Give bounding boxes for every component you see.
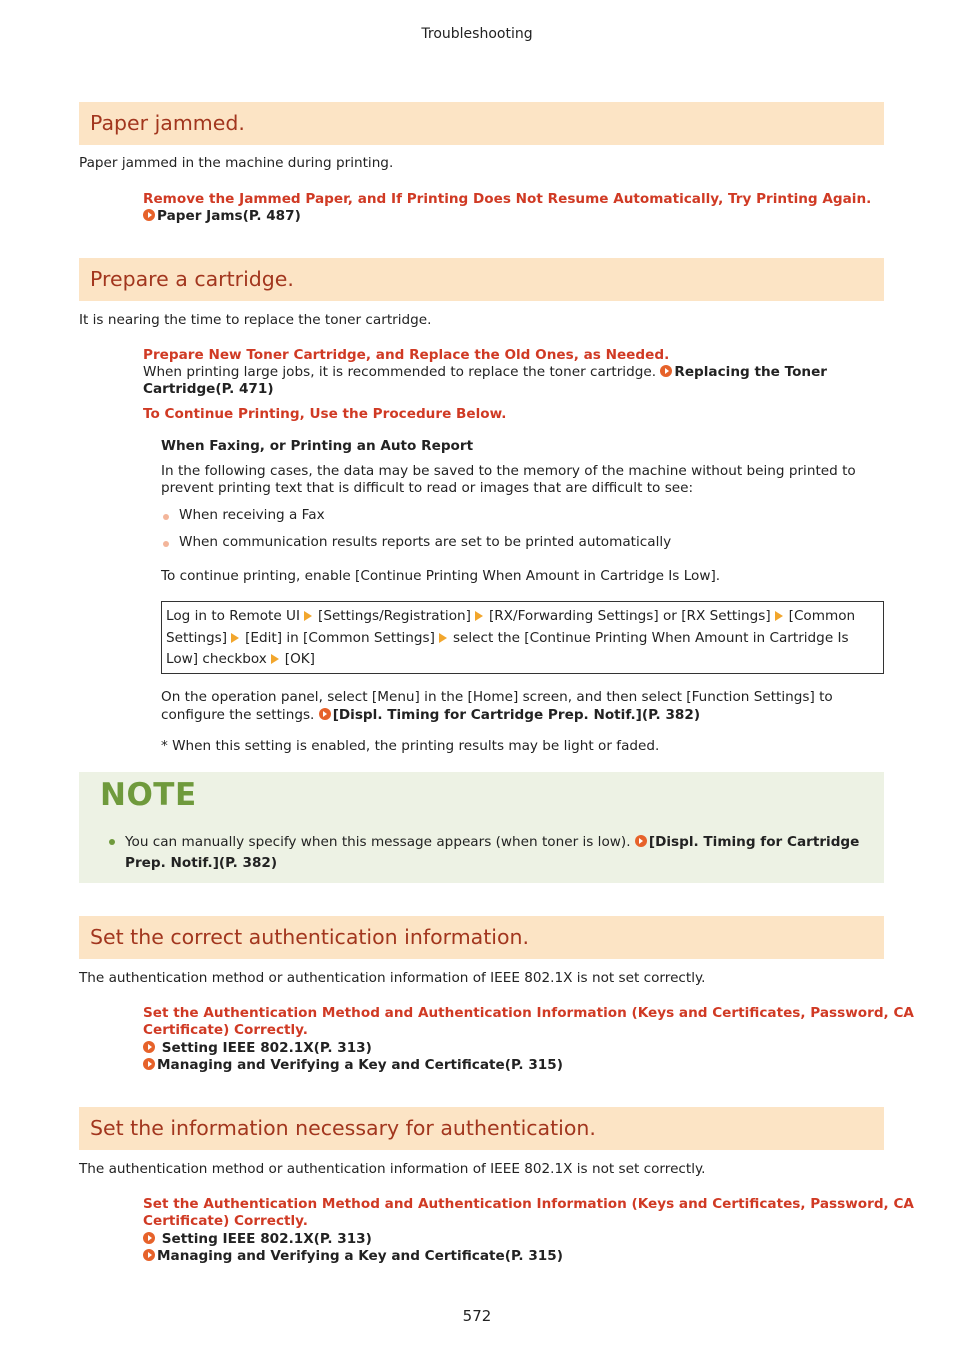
link-arrow-icon [143, 1058, 155, 1070]
section-heading-prepare-cartridge [79, 258, 884, 301]
step-arrow-icon [775, 611, 783, 621]
faxing-subheading: When Faxing, or Printing an Auto Report [161, 438, 474, 454]
step-arrow-icon [304, 611, 312, 621]
step-text: Settings] [166, 629, 228, 646]
panel-text-line-1: On the operation panel, select [Menu] in the [Home] screen, and then select [Function Settings] to [161, 689, 833, 705]
note-body: You can manually specify when this message appears (when toner is low). [125, 834, 631, 850]
faxing-text-line-1: In the following cases, the data may be saved to the memory of the machine without being printed to [161, 463, 856, 479]
cartridge-action-1-text [143, 364, 833, 399]
page-header: Troubleshooting [421, 26, 533, 42]
step-text: select the [Continue Printing When Amount in Cartridge Is [452, 629, 849, 646]
link-arrow-icon [143, 209, 155, 221]
paper-jams-link[interactable] [143, 208, 301, 225]
bullet-item: When communication results reports are set to be printed automatically [179, 534, 672, 550]
replacing-toner-link-page[interactable]: Cartridge(P. 471) [143, 381, 274, 398]
auth1-ieee-link[interactable] [143, 1040, 372, 1057]
step-text: [Settings/Registration] [318, 608, 471, 624]
link-arrow-icon [319, 708, 331, 720]
auth2-ieee-link[interactable] [143, 1231, 372, 1248]
bullet-icon [163, 541, 169, 547]
remote-ui-steps-box [161, 601, 884, 674]
link-text[interactable]: [Displ. Timing for Cartridge Prep. Notif.](P. 382) [332, 707, 701, 723]
replacing-toner-link[interactable] [660, 364, 827, 380]
auth1-key-cert-link[interactable] [143, 1057, 563, 1074]
heading-text: Set the information necessary for authentication. [90, 1116, 596, 1140]
paper-action: Remove the Jammed Paper, and If Printing Does Not Resume Automatically, Try Printing Again. [143, 191, 872, 207]
note-displ-timing-link[interactable] [635, 834, 860, 850]
step-arrow-icon [231, 633, 239, 643]
link-text[interactable]: Managing and Verifying a Key and Certificate(P. 315) [157, 1248, 563, 1264]
link-arrow-icon [143, 1041, 155, 1053]
bullet-item: When receiving a Fax [179, 507, 325, 523]
auth1-action-line-1: Set the Authentication Method and Authentication Information (Keys and Certificates, Password, CA [143, 1005, 914, 1021]
heading-text: Paper jammed. [90, 111, 245, 135]
asterisk-note: * When this setting is enabled, the printing results may be light or faded. [161, 738, 660, 754]
step-text: Log in to Remote UI [166, 608, 301, 624]
link-text[interactable]: Paper Jams(P. 487) [157, 208, 301, 224]
note-link-page[interactable]: Prep. Notif.](P. 382) [125, 855, 278, 871]
step-arrow-icon [439, 633, 447, 643]
faxing-text-line-2: prevent printing text that is difficult to read or images that are difficult to see: [161, 480, 694, 496]
step-text: Low] checkbox [166, 651, 267, 667]
step-text: [RX/Forwarding Settings] or [RX Settings] [488, 608, 771, 624]
link-arrow-icon [660, 365, 672, 377]
action-text: When printing large jobs, it is recommended to replace the toner cartridge. [143, 364, 657, 380]
paper-description: Paper jammed in the machine during printing. [79, 155, 394, 171]
section-heading-correct-auth [79, 916, 884, 959]
step-text: [OK] [284, 651, 315, 667]
link-arrow-icon [635, 835, 647, 847]
cartridge-action-1: Prepare New Toner Cartridge, and Replace the Old Ones, as Needed. [143, 347, 670, 363]
auth1-description: The authentication method or authentication information of IEEE 802.1X is not set correctly. [79, 970, 706, 986]
link-text[interactable]: Setting IEEE 802.1X(P. 313) [161, 1040, 372, 1056]
heading-text: Prepare a cartridge. [90, 267, 294, 291]
auth2-action-line-1: Set the Authentication Method and Authentication Information (Keys and Certificates, Password, CA [143, 1196, 914, 1212]
section-heading-info-auth [79, 1107, 884, 1150]
link-text[interactable]: Managing and Verifying a Key and Certificate(P. 315) [157, 1057, 563, 1073]
auth2-action-line-2: Certificate) Correctly. [143, 1213, 308, 1229]
link-arrow-icon [143, 1249, 155, 1261]
link-text[interactable]: [Displ. Timing for Cartridge [648, 834, 860, 850]
displ-timing-link[interactable] [319, 707, 700, 723]
step-arrow-icon [271, 654, 279, 664]
step-text: [Edit] in [Common Settings] [245, 629, 435, 646]
section-heading-paper-jammed [79, 102, 884, 145]
heading-text: Set the correct authentication information. [90, 925, 530, 949]
link-text[interactable]: Replacing the Toner [674, 364, 828, 380]
note-box [79, 772, 884, 883]
link-text[interactable]: Setting IEEE 802.1X(P. 313) [161, 1231, 372, 1247]
note-text [125, 832, 865, 874]
bullet-icon [163, 514, 169, 520]
note-title: NOTE [100, 777, 197, 813]
page-number: 572 [462, 1307, 492, 1325]
auth2-key-cert-link[interactable] [143, 1248, 563, 1265]
continue-printing-text: To continue printing, enable [Continue Printing When Amount in Cartridge Is Low]. [161, 568, 721, 584]
panel-text: configure the settings. [161, 707, 315, 723]
auth2-description: The authentication method or authentication information of IEEE 802.1X is not set correctly. [79, 1161, 706, 1177]
auth1-action-line-2: Certificate) Correctly. [143, 1022, 308, 1038]
panel-text-line-2 [161, 707, 700, 724]
step-text: [Common [788, 608, 856, 624]
note-bullet-icon [109, 839, 115, 845]
cartridge-description: It is nearing the time to replace the toner cartridge. [79, 312, 432, 328]
link-arrow-icon [143, 1232, 155, 1244]
step-arrow-icon [475, 611, 483, 621]
cartridge-action-2: To Continue Printing, Use the Procedure Below. [143, 406, 507, 422]
